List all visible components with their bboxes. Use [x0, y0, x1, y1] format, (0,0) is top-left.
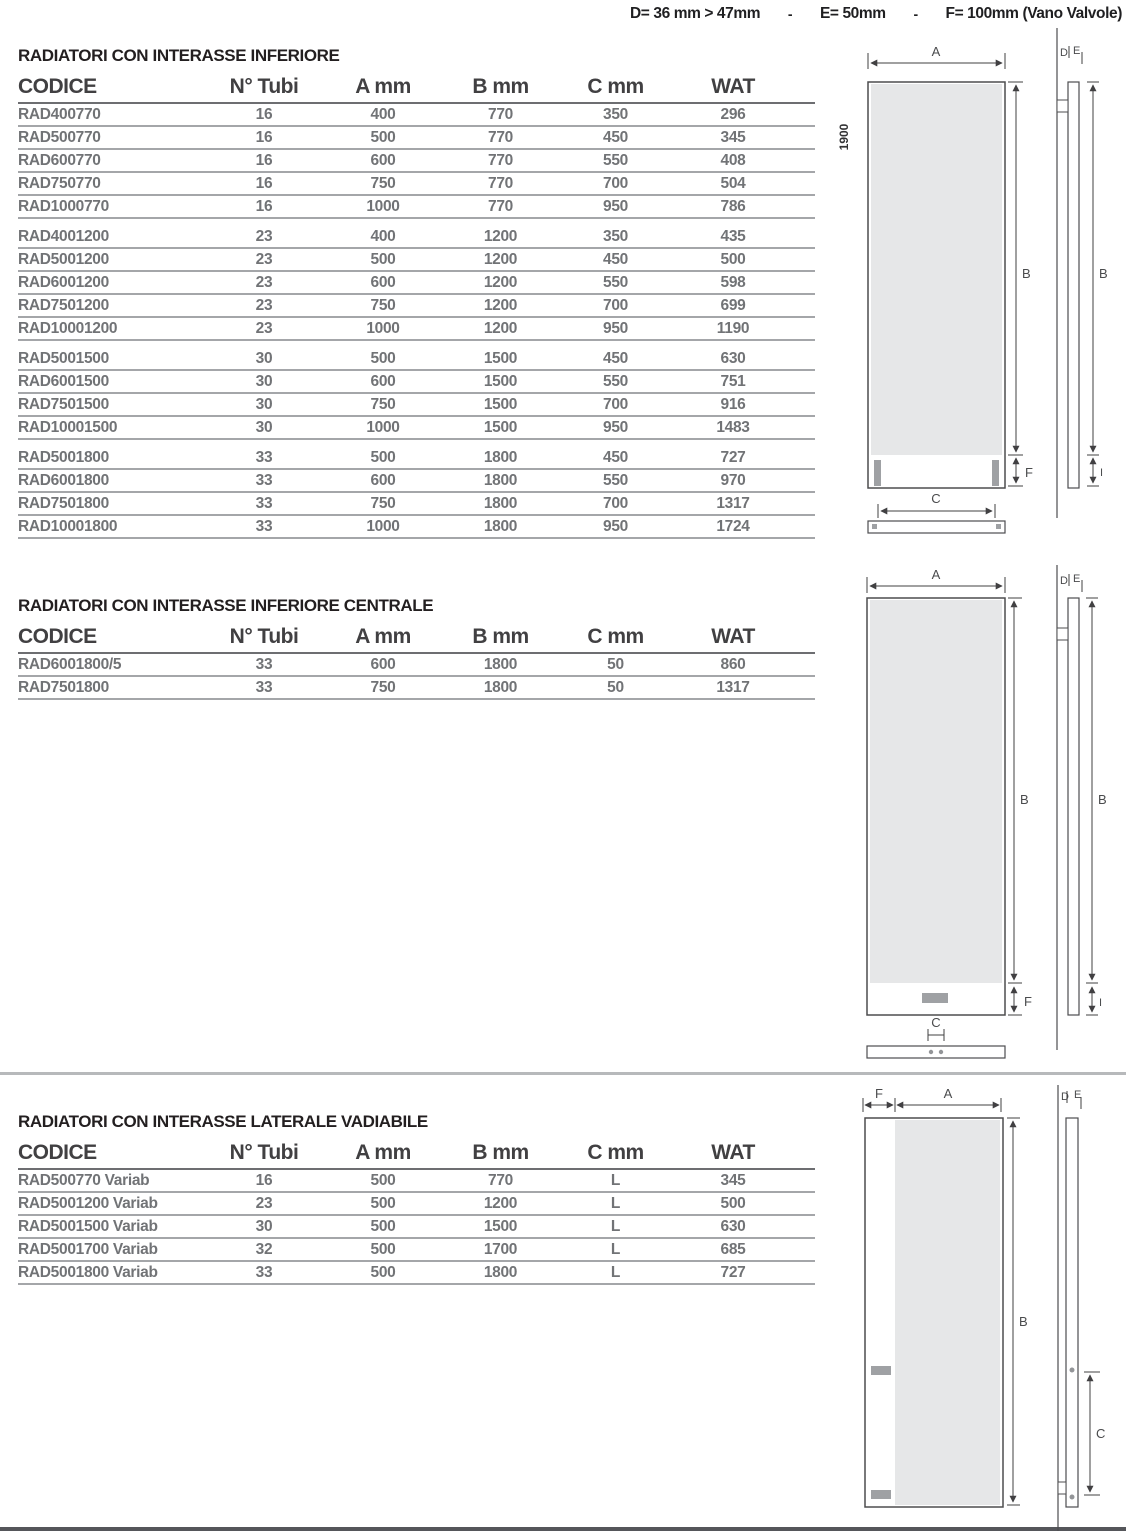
- cell-c-mm: 550: [603, 472, 628, 489]
- cell-b-mm: 1800: [483, 656, 518, 673]
- table-row: [18, 127, 815, 150]
- cell-wat: 500: [720, 251, 746, 268]
- column-header: N° Tubi: [229, 75, 299, 98]
- cell-c-mm: L: [610, 1195, 621, 1212]
- cell-a-mm: 500: [370, 1264, 396, 1281]
- radiator-side-body: [1068, 82, 1079, 488]
- column-header: B mm: [472, 1141, 529, 1164]
- radiator-panel: [895, 1120, 1000, 1505]
- cell-wat: 1190: [716, 320, 750, 337]
- cell-a-mm: 400: [370, 228, 396, 245]
- cell-a-mm: 600: [370, 472, 396, 489]
- cell-codice: RAD10001200: [18, 320, 118, 337]
- row-group: [18, 447, 815, 539]
- cell-c-mm: 450: [603, 251, 628, 268]
- lateral-connection-lower: [871, 1490, 891, 1499]
- cell-wat: 699: [720, 297, 746, 314]
- cell-codice: RAD7501800: [18, 679, 109, 696]
- column-header: CODICE: [18, 75, 97, 98]
- dim-a-label: A: [943, 1086, 953, 1101]
- cell-tubi: 23: [255, 274, 273, 291]
- dim-a-label: A: [931, 44, 941, 59]
- row-group: [18, 654, 815, 700]
- cell-a-mm: 600: [370, 656, 396, 673]
- dim-d-note: D= 36 mm > 47mm: [630, 5, 761, 22]
- dim-f-label: F: [1024, 994, 1032, 1009]
- table-row: [18, 249, 815, 272]
- side-connection-dot-upper: [1070, 1368, 1075, 1373]
- table-row: [18, 150, 815, 173]
- column-header: N° Tubi: [229, 1141, 299, 1164]
- dim-f-label: F: [1025, 465, 1033, 480]
- cell-tubi: 30: [255, 419, 273, 436]
- table-header-row: [18, 1141, 815, 1170]
- cell-tubi: 30: [255, 1218, 273, 1235]
- cell-codice: RAD7501800: [18, 495, 109, 512]
- cell-a-mm: 1000: [366, 320, 400, 337]
- cell-tubi: 32: [255, 1241, 273, 1258]
- cell-tubi: 16: [255, 152, 273, 169]
- cell-c-mm: 50: [607, 656, 624, 673]
- cell-wat: 786: [720, 198, 746, 215]
- cell-tubi: 30: [255, 350, 273, 367]
- diagram-interasse-inferiore-centrale: [850, 560, 1126, 1080]
- dim-e-label: E: [1073, 45, 1081, 57]
- cell-c-mm: 700: [603, 396, 628, 413]
- cell-tubi: 33: [255, 1264, 273, 1281]
- cell-tubi: 16: [255, 198, 273, 215]
- wall-bracket: [1057, 628, 1068, 640]
- table-row: [18, 371, 815, 394]
- cell-a-mm: 500: [370, 449, 396, 466]
- cell-wat: 345: [720, 1172, 746, 1189]
- bottom-view-bar: [867, 1046, 1005, 1058]
- cell-wat: 296: [720, 106, 746, 123]
- cell-b-mm: 1200: [483, 274, 518, 291]
- cell-a-mm: 600: [370, 373, 396, 390]
- table-row: [18, 394, 815, 417]
- cell-codice: RAD1000770: [18, 198, 109, 215]
- cell-wat: 1317: [716, 679, 750, 696]
- section-interasse-laterale-variabile: [18, 1112, 815, 1285]
- note-separator: -: [787, 6, 793, 22]
- cell-b-mm: 1500: [483, 396, 518, 413]
- cell-b-mm: 1500: [483, 1218, 518, 1235]
- cell-wat: 435: [720, 228, 746, 245]
- table-row: [18, 348, 815, 371]
- cell-wat: 630: [720, 1218, 746, 1235]
- cell-wat: 408: [720, 152, 746, 169]
- cell-codice: RAD600770: [18, 152, 101, 169]
- dim-d-label: D: [1060, 47, 1068, 59]
- cell-tubi: 33: [255, 472, 273, 489]
- cell-codice: RAD6001800/5: [18, 656, 122, 673]
- cell-b-mm: 1500: [483, 350, 518, 367]
- table-row: [18, 654, 815, 677]
- cell-b-mm: 1200: [483, 320, 518, 337]
- cell-wat: 504: [720, 175, 746, 192]
- column-header: CODICE: [18, 1141, 97, 1164]
- dim-b-label: B: [1020, 792, 1029, 807]
- cell-b-mm: 770: [488, 152, 513, 169]
- cell-c-mm: 950: [603, 198, 628, 215]
- table-header-row: [18, 625, 815, 654]
- dim-c-label: C: [1096, 1426, 1106, 1441]
- height-1900-label: 1900: [837, 123, 851, 151]
- cell-wat: 630: [720, 350, 746, 367]
- cell-a-mm: 1000: [366, 198, 400, 215]
- cell-codice: RAD6001200: [18, 274, 109, 291]
- cell-c-mm: 450: [603, 449, 628, 466]
- cell-tubi: 16: [255, 175, 273, 192]
- cell-wat: 345: [720, 129, 746, 146]
- cell-c-mm: 450: [603, 129, 628, 146]
- dim-d-label: D: [1060, 575, 1068, 587]
- dim-e-label: E: [1074, 1089, 1082, 1101]
- dim-e-note: E= 50mm: [819, 5, 886, 22]
- diagram-interasse-inferiore: [835, 25, 1126, 540]
- cell-c-mm: L: [610, 1172, 621, 1189]
- table-row: [18, 318, 815, 341]
- cell-a-mm: 600: [370, 274, 396, 291]
- cell-c-mm: L: [610, 1241, 621, 1258]
- cell-wat: 751: [720, 373, 746, 390]
- cell-codice: RAD6001800: [18, 472, 109, 489]
- section-title: RADIATORI CON INTERASSE LATERALE VADIABILE: [18, 1112, 428, 1131]
- cell-b-mm: 1800: [483, 495, 518, 512]
- central-connection-tab: [922, 993, 948, 1003]
- cell-codice: RAD400770: [18, 106, 101, 123]
- cell-a-mm: 500: [370, 1241, 396, 1258]
- column-header: A mm: [355, 75, 411, 98]
- cell-tubi: 30: [255, 373, 273, 390]
- cell-codice: RAD5001500: [18, 350, 109, 367]
- diagram-interasse-laterale-variabile: [850, 1085, 1126, 1531]
- cell-c-mm: 350: [603, 106, 628, 123]
- cell-b-mm: 1200: [483, 1195, 518, 1212]
- row-group: [18, 348, 815, 440]
- column-header: WAT: [711, 1141, 755, 1164]
- cell-a-mm: 500: [370, 251, 396, 268]
- cell-wat: 1483: [716, 419, 750, 436]
- column-header: CODICE: [18, 625, 97, 648]
- cell-codice: RAD4001200: [18, 228, 109, 245]
- row-group: [18, 226, 815, 341]
- column-header: N° Tubi: [229, 625, 299, 648]
- cell-codice: RAD5001200 Variab: [18, 1195, 158, 1212]
- cell-a-mm: 750: [370, 396, 396, 413]
- cell-c-mm: 550: [603, 373, 628, 390]
- cell-a-mm: 500: [370, 1172, 396, 1189]
- cell-wat: 1724: [716, 518, 750, 535]
- cell-c-mm: 450: [603, 350, 628, 367]
- cell-b-mm: 1200: [483, 228, 518, 245]
- cell-codice: RAD5001800 Variab: [18, 1264, 158, 1281]
- cell-c-mm: 950: [603, 320, 628, 337]
- bottom-connection-right: [996, 524, 1001, 529]
- cell-c-mm: L: [610, 1264, 621, 1281]
- cell-tubi: 23: [255, 320, 273, 337]
- table-row: [18, 1216, 815, 1239]
- dim-d-label: D: [1061, 1091, 1069, 1103]
- column-header: WAT: [711, 625, 755, 648]
- radiator-table: [18, 75, 815, 539]
- cell-a-mm: 1000: [366, 518, 400, 535]
- table-row: [18, 226, 815, 249]
- column-header: B mm: [472, 75, 529, 98]
- cell-b-mm: 770: [488, 1172, 513, 1189]
- cell-codice: RAD5001500 Variab: [18, 1218, 158, 1235]
- table-row: [18, 470, 815, 493]
- cell-codice: RAD5001700 Variab: [18, 1241, 158, 1258]
- cell-wat: 1317: [716, 495, 750, 512]
- cell-b-mm: 770: [488, 175, 513, 192]
- dimensions-note: [630, 5, 1122, 23]
- cell-tubi: 16: [255, 129, 273, 146]
- dim-i-label: I: [1100, 467, 1104, 479]
- cell-b-mm: 1800: [483, 518, 518, 535]
- dim-c-label: C: [931, 491, 941, 506]
- cell-b-mm: 1800: [483, 472, 518, 489]
- cell-tubi: 16: [255, 106, 273, 123]
- column-header: C mm: [587, 1141, 644, 1164]
- cell-wat: 860: [720, 656, 746, 673]
- bottom-connection-left: [872, 524, 877, 529]
- cell-c-mm: 700: [603, 495, 628, 512]
- cell-c-mm: 550: [603, 152, 628, 169]
- table-row: [18, 1193, 815, 1216]
- cell-a-mm: 750: [370, 297, 396, 314]
- section-interasse-inferiore-centrale: [18, 596, 815, 700]
- radiator-side-body: [1068, 598, 1079, 1015]
- cell-codice: RAD500770 Variab: [18, 1172, 150, 1189]
- cell-c-mm: 950: [603, 419, 628, 436]
- table-row: [18, 295, 815, 318]
- cell-codice: RAD5001800: [18, 449, 109, 466]
- dim-e-label: E: [1073, 573, 1081, 585]
- cell-c-mm: 700: [603, 297, 628, 314]
- cell-a-mm: 750: [370, 495, 396, 512]
- radiator-table: [18, 1141, 815, 1285]
- table-row: [18, 516, 815, 539]
- connection-tab-left: [874, 460, 881, 486]
- column-header: B mm: [472, 625, 529, 648]
- table-row: [18, 493, 815, 516]
- cell-b-mm: 1800: [483, 449, 518, 466]
- column-header: C mm: [587, 75, 644, 98]
- connection-tab-right: [992, 460, 999, 486]
- cell-b-mm: 1200: [483, 297, 518, 314]
- column-header: A mm: [355, 1141, 411, 1164]
- cell-codice: RAD7501200: [18, 297, 109, 314]
- column-header: WAT: [711, 75, 755, 98]
- cell-c-mm: L: [610, 1218, 621, 1235]
- table-row: [18, 1262, 815, 1285]
- row-group: [18, 104, 815, 219]
- cell-a-mm: 400: [370, 106, 396, 123]
- table-row: [18, 1239, 815, 1262]
- cell-b-mm: 1500: [483, 373, 518, 390]
- dim-f-note: F= 100mm (Vano Valvole): [945, 5, 1122, 22]
- cell-codice: RAD7501500: [18, 396, 109, 413]
- table-row: [18, 417, 815, 440]
- cell-tubi: 33: [255, 656, 273, 673]
- cell-b-mm: 1200: [483, 251, 518, 268]
- cell-c-mm: 700: [603, 175, 628, 192]
- radiator-panel: [871, 84, 1002, 455]
- radiator-side-body: [1066, 1118, 1078, 1507]
- cell-c-mm: 50: [607, 679, 624, 696]
- cell-a-mm: 500: [370, 350, 396, 367]
- table-row: [18, 447, 815, 470]
- dim-b-label: B: [1019, 1314, 1028, 1329]
- dim-b-label: B: [1099, 266, 1108, 281]
- cell-b-mm: 1500: [483, 419, 518, 436]
- cell-a-mm: 500: [370, 1195, 396, 1212]
- cell-codice: RAD5001200: [18, 251, 109, 268]
- bottom-connection-dot: [939, 1050, 943, 1054]
- cell-c-mm: 550: [603, 274, 628, 291]
- cell-tubi: 23: [255, 228, 273, 245]
- cell-wat: 970: [720, 472, 746, 489]
- cell-a-mm: 500: [370, 1218, 396, 1235]
- dim-f-label: F: [875, 1086, 883, 1101]
- radiator-panel: [870, 600, 1002, 983]
- cell-a-mm: 600: [370, 152, 396, 169]
- cell-b-mm: 1800: [483, 679, 518, 696]
- cell-tubi: 23: [255, 1195, 273, 1212]
- bottom-view-bar: [868, 521, 1005, 533]
- cell-wat: 727: [720, 449, 746, 466]
- cell-tubi: 23: [255, 251, 273, 268]
- cell-c-mm: 350: [603, 228, 628, 245]
- cell-codice: RAD500770: [18, 129, 101, 146]
- cell-b-mm: 1700: [483, 1241, 518, 1258]
- cell-codice: RAD750770: [18, 175, 101, 192]
- cell-a-mm: 750: [370, 679, 396, 696]
- dim-b-label: B: [1098, 792, 1107, 807]
- wall-bracket: [1057, 100, 1068, 112]
- radiator-table: [18, 625, 815, 700]
- cell-c-mm: 950: [603, 518, 628, 535]
- cell-b-mm: 770: [488, 129, 513, 146]
- cell-tubi: 33: [255, 495, 273, 512]
- cell-codice: RAD10001500: [18, 419, 118, 436]
- cell-wat: 916: [720, 396, 746, 413]
- cell-tubi: 30: [255, 396, 273, 413]
- cell-b-mm: 770: [488, 198, 513, 215]
- cell-tubi: 23: [255, 297, 273, 314]
- lateral-connection-upper: [871, 1366, 891, 1375]
- dim-a-label: A: [931, 567, 941, 582]
- dim-c-label: C: [931, 1015, 941, 1030]
- table-header-row: [18, 75, 815, 104]
- cell-b-mm: 770: [488, 106, 513, 123]
- column-header: C mm: [587, 625, 644, 648]
- bottom-connection-dot: [929, 1050, 933, 1054]
- cell-a-mm: 750: [370, 175, 396, 192]
- cell-codice: RAD10001800: [18, 518, 118, 535]
- section-title: RADIATORI CON INTERASSE INFERIORE: [18, 46, 340, 65]
- table-row: [18, 1170, 815, 1193]
- cell-wat: 598: [720, 274, 746, 291]
- cell-wat: 685: [720, 1241, 746, 1258]
- cell-codice: RAD6001500: [18, 373, 109, 390]
- column-header: A mm: [355, 625, 411, 648]
- side-connection-dot-lower: [1070, 1495, 1075, 1500]
- table-row: [18, 104, 815, 127]
- cell-a-mm: 500: [370, 129, 396, 146]
- table-row: [18, 173, 815, 196]
- section-title: RADIATORI CON INTERASSE INFERIORE CENTRALE: [18, 596, 434, 615]
- dim-i-label: I: [1099, 997, 1103, 1009]
- cell-tubi: 33: [255, 679, 273, 696]
- cell-wat: 500: [720, 1195, 746, 1212]
- table-row: [18, 196, 815, 219]
- table-row: [18, 677, 815, 700]
- table-row: [18, 272, 815, 295]
- dim-b-label: B: [1022, 266, 1031, 281]
- note-separator: -: [913, 6, 918, 22]
- cell-tubi: 33: [255, 518, 273, 535]
- wall-bracket: [1058, 1482, 1066, 1494]
- cell-tubi: 33: [255, 449, 273, 466]
- section-interasse-inferiore: [18, 46, 815, 539]
- row-group: [18, 1170, 815, 1285]
- cell-tubi: 16: [255, 1172, 273, 1189]
- cell-b-mm: 1800: [483, 1264, 518, 1281]
- cell-wat: 727: [720, 1264, 746, 1281]
- cell-a-mm: 1000: [366, 419, 400, 436]
